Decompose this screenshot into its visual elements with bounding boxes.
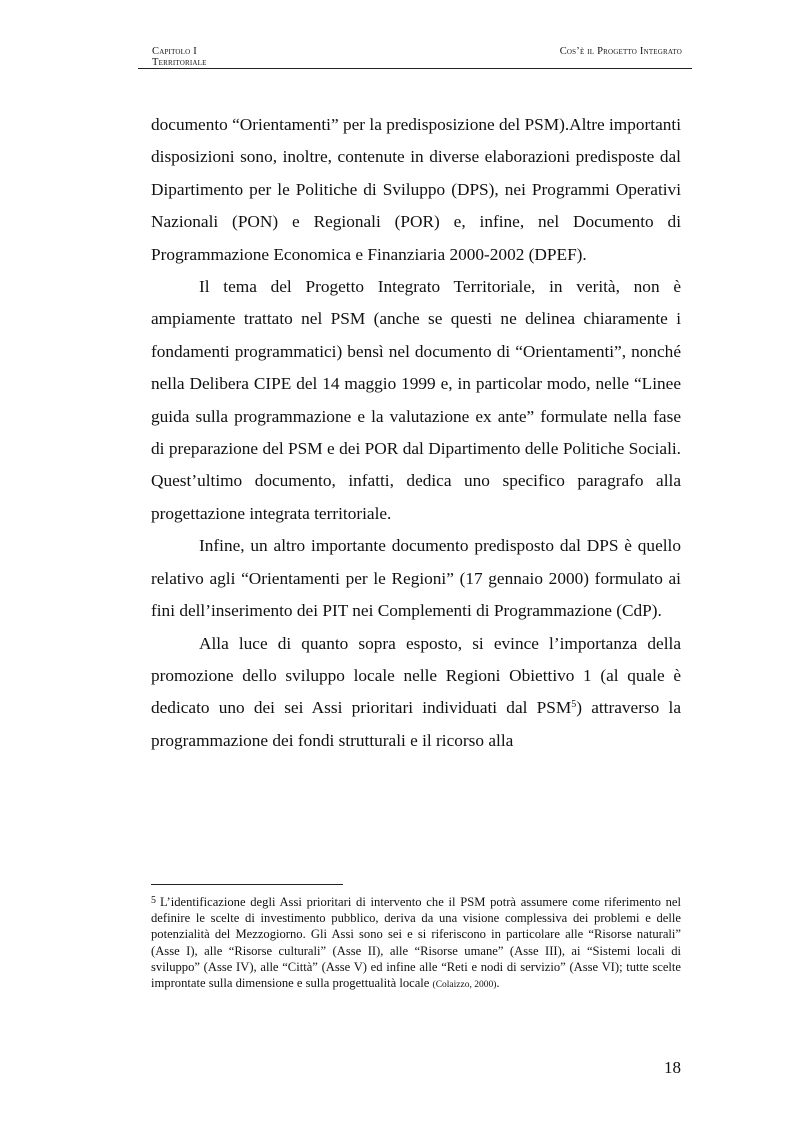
footnote-mark: 5 (151, 895, 156, 906)
footnote (151, 893, 681, 993)
header-chapter-line2: Territoriale (152, 57, 207, 68)
paragraph-4-start: Alla luce di quanto sopra esposto, si evince l’importanza della promozione dello sviluppo locale nelle Regioni Obiettivo 1 (al quale è dedicato uno dei sei Assi prioritari individuati dal PSM (151, 633, 681, 718)
page-number: 18 (664, 1058, 681, 1077)
footnote-divider (151, 884, 343, 885)
paragraph-4 (151, 628, 681, 758)
header-section-title: Cos’è il Progetto Integrato (559, 46, 682, 57)
paragraph-2: Il tema del Progetto Integrato Territoriale, in verità, non è ampiamente trattato nel PSM (anche se questi ne delinea chiaramente i fondamenti programmatici) bensì nel documento di “Orientamenti”, nonché nella Delibera CIPE del 14 maggio 1999 e, in particolar modo, nelle “Linee guida sulla programmazione e la valutazione ex ante” formulate nella fase di preparazione del PSM e dei POR dal Dipartimento delle Politiche Sociali. Quest’ultimo documento, infatti, dedica uno specifico paragrafo alla progettazione integrata territoriale. (151, 277, 681, 523)
footnote-text: L’identificazione degli Assi prioritari di intervento che il PSM potrà assumere come riferimento nel definire le scelte di investimento pubblico, deriva da una visione complessiva dei problemi e delle potenzialità del Mezzogiorno. Gli Assi sono sei e si riferiscono in particolare alle “Risorse naturali” (Asse I), alle “Risorse culturali” (Asse II), alle “Risorse umane” (Asse III), ai “Sistemi locali di sviluppo” (Asse IV), alle “Città” (Asse V) ed infine alle “Reti e nodi di servizio” (Asse VI); tutte scelte improntate sulla dimensione e sulla progettualità locale (151, 895, 681, 991)
footnote-citation: (Colaizzo, 2000) (432, 980, 497, 991)
paragraph-3: Infine, un altro importante documento predisposto dal DPS è quello relativo agli “Orientamenti per le Regioni” (17 gennaio 2000) formulato ai fini dell’inserimento dei PIT nei Complementi di Programmazione (CdP). (151, 536, 681, 621)
header-chapter (152, 46, 207, 68)
paragraph-4-end: ) attraverso la programmazione dei fondi strutturali e il ricorso alla (151, 698, 682, 750)
footnote-reference: 5 (571, 699, 577, 711)
running-header (138, 46, 692, 69)
header-chapter-line1: Capitolo I (152, 46, 197, 57)
footnote-end: . (496, 976, 500, 991)
main-text (151, 109, 681, 757)
paragraph-1: documento “Orientamenti” per la predisposizione del PSM).Altre importanti disposizioni sono, inoltre, contenute in diverse elaborazioni predisposte dal Dipartimento per le Politiche di Sviluppo (DPS), nei Programmi Operativi Nazionali (PON) e Regionali (POR) e, infine, nel Documento di Programmazione Economica e Finanziaria 2000-2002 (DPEF). (151, 115, 681, 264)
